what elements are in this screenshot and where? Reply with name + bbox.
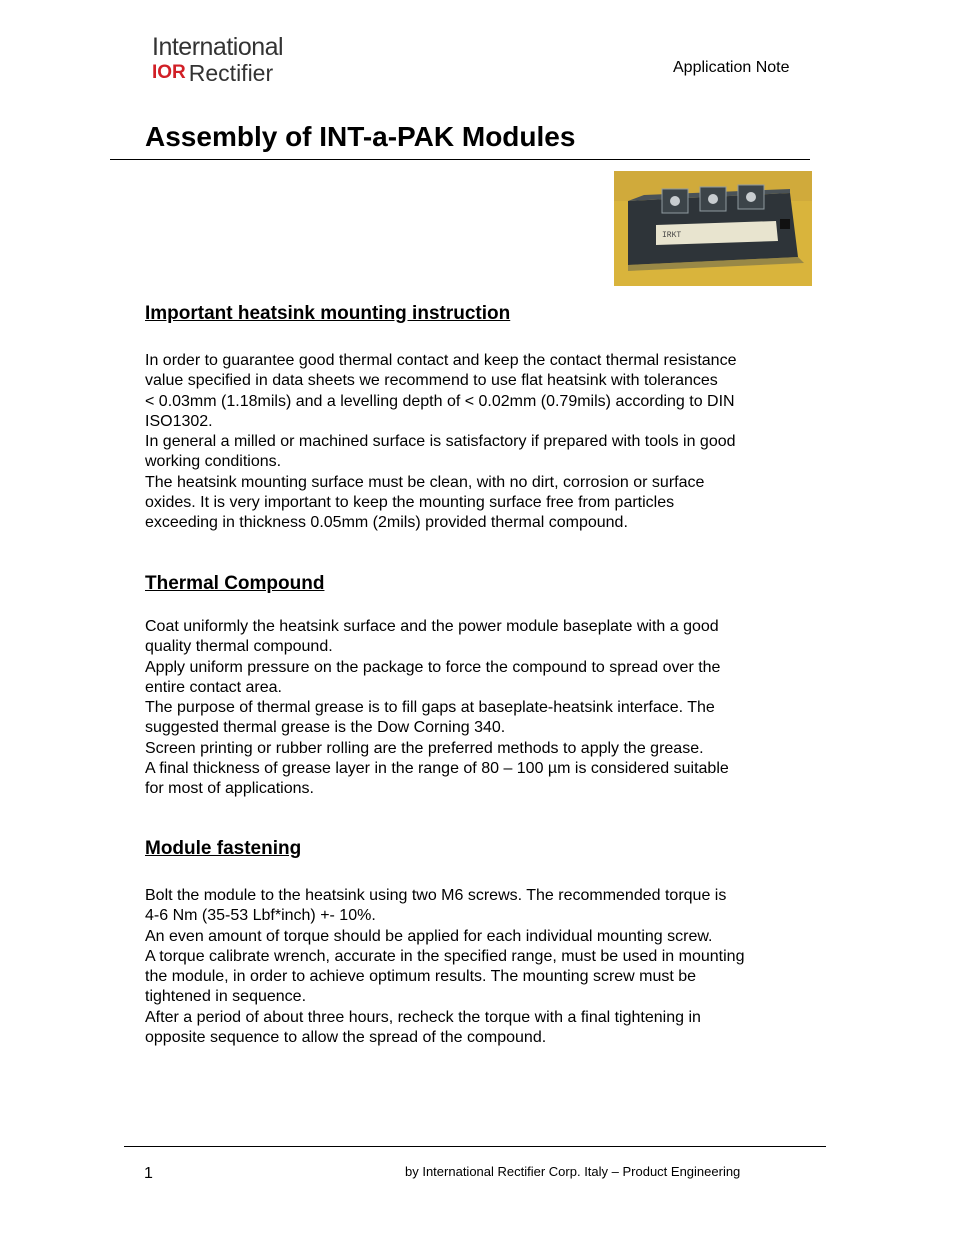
text-line: A final thickness of grease layer in the range of 80 – 100 µm is considered suitable: [145, 760, 729, 778]
text-line: opposite sequence to allow the spread of the compound.: [145, 1029, 547, 1047]
text-line: The purpose of thermal grease is to fill gaps at baseplate-heatsink interface. The: [145, 699, 715, 717]
text-line: entire contact area.: [145, 678, 282, 696]
text-line: tightened in sequence.: [145, 988, 307, 1006]
text-line: A torque calibrate wrench, accurate in the specified range, must be used in mounting: [145, 947, 745, 965]
text-line: exceeding in thickness 0.05mm (2mils) provided thermal compound.: [145, 514, 628, 532]
heading-thermal-compound: Thermal Compound: [145, 573, 325, 594]
page-number: 1: [144, 1165, 153, 1182]
paragraph-module-fastening: [145, 886, 810, 1048]
paragraph-heatsink-mounting: [145, 351, 810, 534]
document-type: Application Note: [673, 59, 790, 76]
footer-divider: [124, 1146, 826, 1147]
logo-line-rectifier: [152, 60, 283, 86]
text-line: working conditions.: [145, 453, 282, 471]
text-line: ISO1302.: [145, 412, 213, 430]
text-line: After a period of about three hours, recheck the torque with a final tightening in: [145, 1008, 701, 1026]
text-line: for most of applications.: [145, 780, 314, 798]
text-line: oxides. It is very important to keep the mounting surface free from particles: [145, 494, 675, 512]
text-line: In order to guarantee good thermal contact and keep the contact thermal resistance: [145, 352, 737, 369]
page-title: Assembly of INT-a-PAK Modules: [145, 121, 576, 152]
logo-line-international: International: [152, 33, 284, 61]
text-line: 4-6 Nm (35-53 Lbf*inch) +- 10%.: [145, 907, 376, 925]
heading-module-fastening: Module fastening: [145, 838, 302, 859]
text-line: quality thermal compound.: [145, 638, 333, 656]
text-line: Screen printing or rubber rolling are the preferred methods to apply the grease.: [145, 739, 704, 757]
text-line: value specified in data sheets we recommend to use flat heatsink with tolerances: [145, 372, 718, 390]
text-line: Bolt the module to the heatsink using two M6 screws. The recommended torque is: [145, 887, 727, 904]
text-line: The heatsink mounting surface must be clean, with no dirt, corrosion or surface: [145, 473, 705, 491]
module-photo: [614, 171, 812, 286]
text-line: An even amount of torque should be applied for each individual mounting screw.: [145, 927, 713, 945]
module-label-text: IRKT: [662, 231, 682, 240]
paragraph-thermal-compound: [145, 617, 810, 800]
company-logo: [152, 34, 283, 86]
text-line: suggested thermal grease is the Dow Corning 340.: [145, 719, 506, 737]
heading-heatsink-mounting: Important heatsink mounting instruction: [145, 303, 511, 324]
logo-word-rectifier: Rectifier: [188, 60, 274, 86]
text-line: In general a milled or machined surface is satisfactory if prepared with tools in good: [145, 433, 736, 451]
text-line: the module, in order to achieve optimum results. The mounting screw must be: [145, 968, 697, 986]
text-line: Apply uniform pressure on the package to force the compound to spread over the: [145, 658, 721, 676]
text-line: < 0.03mm (1.18mils) and a levelling depth of < 0.02mm (0.79mils) according to DIN: [145, 392, 735, 410]
text-line: Coat uniformly the heatsink surface and the power module baseplate with a good: [145, 618, 719, 635]
footer-credit: by International Rectifier Corp. Italy – Product Engineering: [405, 1164, 741, 1179]
title-divider: [110, 159, 810, 160]
ior-mark: IOR: [152, 62, 186, 83]
